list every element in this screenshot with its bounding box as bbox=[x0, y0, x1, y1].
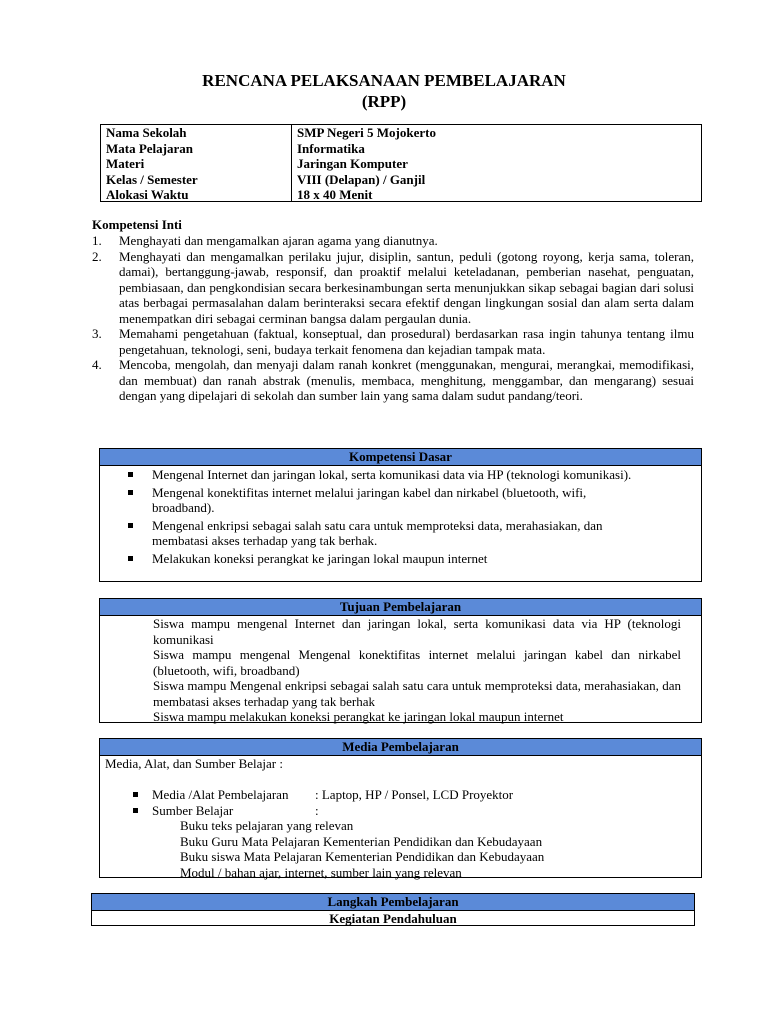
identity-labels bbox=[101, 125, 292, 201]
item-number: 1. bbox=[92, 233, 102, 248]
list-item: Siswa mampu mengenal Internet dan jaringan lokal, serta komunikasi data via HP (teknologi komunikasi bbox=[153, 616, 681, 647]
list-item: Mengenal enkripsi sebagai salah satu cara untuk memproteksi data, merahasiakan, dan membatasi akses terhadap yang tak berhak. bbox=[100, 518, 701, 549]
list-item: Melakukan koneksi perangkat ke jaringan lokal maupun internet bbox=[100, 551, 701, 567]
list-item: Buku Guru Mata Pelajaran Kementerian Pendidikan dan Kebudayaan bbox=[180, 833, 543, 849]
list-item bbox=[92, 326, 694, 357]
label-mata-pelajaran: Mata Pelajaran bbox=[106, 140, 194, 156]
kompetensi-dasar-box bbox=[99, 448, 702, 582]
bullet-icon bbox=[128, 472, 133, 477]
identity-table bbox=[100, 124, 702, 202]
list-item: Modul / bahan ajar, internet, sumber lain yang relevan bbox=[180, 864, 462, 880]
bullet-icon bbox=[128, 556, 133, 561]
tujuan-list bbox=[100, 616, 701, 725]
tujuan-pembelajaran-box bbox=[99, 598, 702, 723]
list-item: Mengenal konektifitas internet melalui jaringan kabel dan nirkabel (bluetooth, wifi, broadband). bbox=[100, 485, 701, 516]
media-sumber-value: : bbox=[315, 802, 319, 818]
document-subtitle: (RPP) bbox=[361, 92, 407, 111]
kompetensi-inti-list bbox=[92, 233, 694, 404]
list-item bbox=[92, 357, 694, 404]
media-alat-value: : Laptop, HP / Ponsel, LCD Proyektor bbox=[315, 787, 514, 802]
bullet-icon bbox=[128, 490, 133, 495]
label-kelas-semester: Kelas / Semester bbox=[106, 171, 198, 187]
media-sumber-label: Sumber Belajar bbox=[152, 802, 234, 818]
list-item: Buku teks pelajaran yang relevan bbox=[180, 818, 354, 833]
kompetensi-dasar-list bbox=[100, 466, 701, 566]
value-materi: Jaringan Komputer bbox=[297, 156, 408, 171]
list-item bbox=[92, 249, 694, 327]
media-pembelajaran-box bbox=[99, 738, 702, 878]
list-item: Mengenal Internet dan jaringan lokal, serta komunikasi data via HP (teknologi komunikasi). bbox=[100, 467, 701, 483]
value-kelas-semester: VIII (Delapan) / Ganjil bbox=[297, 171, 426, 187]
bullet-icon bbox=[133, 808, 138, 813]
label-nama-sekolah: Nama Sekolah bbox=[106, 125, 187, 140]
media-sumber-row bbox=[105, 803, 701, 819]
item-number: 2. bbox=[92, 248, 102, 264]
document-title: RENCANA PELAKSANAAN PEMBELAJARAN bbox=[202, 71, 566, 90]
media-alat-label: Media /Alat Pembelajaran bbox=[152, 787, 289, 802]
list-item: Siswa mampu melakukan koneksi perangkat ke jaringan lokal maupun internet bbox=[153, 709, 564, 724]
kompetensi-inti-heading: Kompetensi Inti bbox=[92, 217, 182, 232]
kegiatan-pendahuluan-heading: Kegiatan Pendahuluan bbox=[329, 911, 457, 926]
label-materi: Materi bbox=[106, 156, 145, 171]
item-text: Menghayati dan mengamalkan perilaku jujur, disiplin, santun, peduli (gotong royong, kerja sama, toleran, damai), bertanggung-jawab, responsif, dan proaktif melalui keteladanan, pemberian nasehat, penguatan, pembiasaan, dan pengkondisian secara berkesinambungan serta menunjukkan sikap sebagai bagian dari solusi atas berbagai permasalahan dalam berinteraksi secara efektif dengan lingkungan sosial dan alam serta dalam menempatkan diri sebagai cerminan bangsa dalam pergaulan dunia. bbox=[119, 248, 694, 326]
value-nama-sekolah: SMP Negeri 5 Mojokerto bbox=[297, 125, 436, 140]
list-item bbox=[92, 233, 694, 249]
identity-values bbox=[292, 125, 701, 201]
media-alat-row bbox=[105, 787, 701, 803]
item-number: 4. bbox=[92, 357, 102, 372]
media-pembelajaran-heading: Media Pembelajaran bbox=[100, 739, 701, 756]
item-number: 3. bbox=[92, 326, 102, 341]
media-body bbox=[100, 756, 701, 880]
value-mata-pelajaran: Informatika bbox=[297, 140, 365, 156]
tujuan-pembelajaran-heading: Tujuan Pembelajaran bbox=[100, 599, 701, 616]
media-intro: Media, Alat, dan Sumber Belajar : bbox=[105, 756, 283, 771]
item-text: Menghayati dan mengamalkan ajaran agama yang dianutnya. bbox=[119, 233, 438, 248]
bullet-icon bbox=[128, 523, 133, 528]
langkah-pembelajaran-table bbox=[91, 893, 695, 926]
langkah-pembelajaran-heading: Langkah Pembelajaran bbox=[92, 894, 694, 911]
list-item: Siswa mampu Mengenal enkripsi sebagai salah satu cara untuk memproteksi data, merahasiakan, dan membatasi akses terhadap yang tak berhak bbox=[153, 678, 681, 709]
list-item: Buku siswa Mata Pelajaran Kementerian Pendidikan dan Kebudayaan bbox=[180, 849, 545, 864]
list-item: Siswa mampu mengenal Mengenal konektifitas internet melalui jaringan kabel dan nirkabel (bluetooth, wifi, broadband) bbox=[153, 647, 681, 678]
label-alokasi-waktu: Alokasi Waktu bbox=[106, 187, 189, 202]
item-text: Memahami pengetahuan (faktual, konseptual, dan prosedural) berdasarkan rasa ingin tahunya tentang ilmu pengetahuan, teknologi, seni, budaya terkait fenomena dan kejadian tampak mata. bbox=[119, 326, 694, 357]
bullet-icon bbox=[133, 792, 138, 797]
value-alokasi-waktu: 18 x 40 Menit bbox=[297, 187, 373, 202]
item-text: Mencoba, mengolah, dan menyaji dalam ranah konkret (menggunakan, mengurai, merangkai, memodifikasi, dan membuat) dan ranah abstrak (menulis, membaca, menghitung, menggambar, dan mengarang) sesuai dengan yang dipelajari di sekolah dan sumber lain yang sama dalam sudut pandang/teori. bbox=[119, 357, 694, 403]
kompetensi-dasar-heading: Kompetensi Dasar bbox=[100, 449, 701, 466]
